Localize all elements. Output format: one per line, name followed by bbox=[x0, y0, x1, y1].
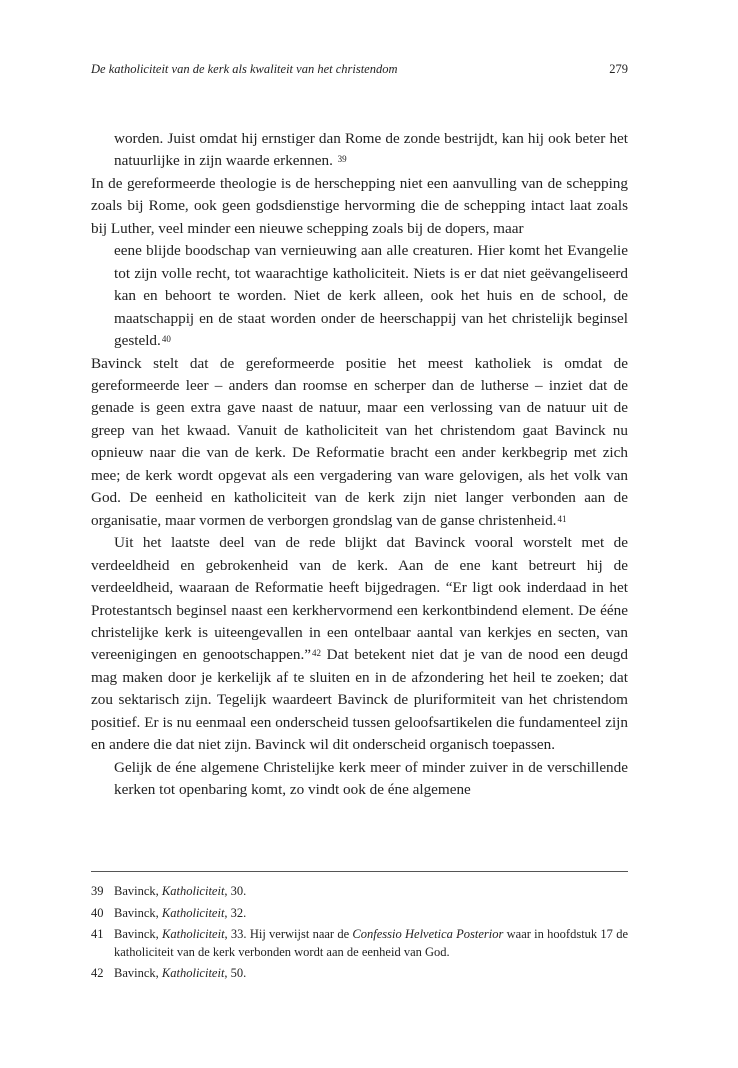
running-title: De katholiciteit van de kerk als kwaliteit van het christendom bbox=[91, 62, 398, 76]
running-header bbox=[91, 62, 628, 82]
footnote-40: 40 Bavinck, Katholiciteit, 32. bbox=[91, 905, 628, 923]
paragraph-gereformeerde-positie: Bavinck stelt dat de gereformeerde positie het meest katholiek is omdat de gereformeerde leer – anders dan roomse en scherper dan de lutherse – inziet dat de genade is geen extra gave naast de natuur, maar een verlossing van de natuur uit de greep van het kwaad. Vanuit de katholiciteit van het christendom gaat Bavinck nu opnieuw naar die van de kerk. De Reformatie bracht een ander kerkbegrip met zich mee; de kerk wordt opgevat als een vergadering van ware gelovigen, als het volk van God. De eenheid en katholiciteit van de kerk zijn niet langer verbonden aan de organisatie, maar vormen de verborgen grondslag van de ganse christenheid.$^{41}$ bbox=[91, 354, 628, 529]
footnotes bbox=[91, 883, 628, 987]
footnote-39: 39 Bavinck, Katholiciteit, 30. bbox=[91, 883, 628, 901]
page-number: 279 bbox=[609, 62, 628, 76]
quote-gelijk: Gelijk de éne algemene Christelijke kerk meer of minder zuiver in de verschillende kerken tot openbaring komt, zo vindt ook de éne algemene bbox=[114, 758, 628, 799]
paragraph-verdeeldheid: Uit het laatste deel van de rede blijkt dat Bavinck vooral worstelt met de verdeeldheid en gebrokenheid van de kerk. Aan de ene kant betreurt hij de verdeeldheid, waaraan de Reformatie heeft bijgedragen. “Er ligt ook inderdaad in het Protestantsch beginsel naast een kerkhervormend een kerkontbindend element. De ééne christelijke kerk is uiteengevallen in een ontelbaar aantal van kerkjes en secten, van vereenigingen en genootschappen.”$^{42}$ Dat betekent niet dat je van de nood een deugd mag maken door je kerkelijk af te sluiten en in de afzondering het heil te zoeken; dat zou sektarisch zijn. Tegelijk waardeert Bavinck de pluriformiteit van het christendom positief. Er is nu eenmaal een onderscheid tussen geloofsartikelen die fundamenteel zijn en andere die dat niet zijn. Bavinck wil dit onderscheid organisch toepassen. bbox=[91, 534, 628, 754]
footnote-number: 41 bbox=[91, 927, 104, 941]
footnote-number: 42 bbox=[91, 966, 104, 980]
footnote-ref-39[interactable]: 39 bbox=[337, 154, 347, 165]
paragraph-herschepping: In de gereformeerde theologie is de herschepping niet een aanvulling van de schepping zoals bij Rome, ook geen godsdienstige hervorming die de schepping intact laat zoals bij Luther, veel minder een nieuwe schepping zoals bij de dopers, maar bbox=[91, 174, 628, 237]
footnote-divider bbox=[91, 871, 628, 872]
footnote-number: 40 bbox=[91, 905, 104, 920]
footnote-ref-41[interactable]: 41 bbox=[557, 513, 567, 524]
main-text bbox=[91, 128, 628, 802]
quote-continuation: worden. Juist omdat hij ernstiger dan Rome de zonde bestrijdt, kan hij ook beter het natuurlijke in zijn waarde erkennen. $^{39}$ bbox=[114, 130, 628, 170]
block-quote: eene blijde boodschap van vernieuwing aan alle creaturen. Hier komt het Evangelie tot zijn volle recht, tot waarachtige katholiciteit. Niets is er dat niet geëvangeliseerd kan en behoort te worden. Niet de kerk alleen, ook het huis en de school, de maatschappij en de staat worden onder de heerschappij van het christelijk beginsel gesteld.$^{40}$ bbox=[114, 242, 628, 350]
footnote-42: 42 Bavinck, Katholiciteit, 50. bbox=[91, 965, 628, 983]
footnote-41: 41 Bavinck, Katholiciteit, 33. Hij verwijst naar de Confessio Helvetica Posterior waar in hoofdstuk 17 de katholiciteit van de kerk verbonden wordt aan de eenheid van God. bbox=[91, 927, 628, 959]
footnote-number: 39 bbox=[91, 884, 104, 898]
footnote-ref-42[interactable]: 42 bbox=[312, 648, 322, 659]
footnote-ref-40[interactable]: 40 bbox=[161, 334, 171, 345]
